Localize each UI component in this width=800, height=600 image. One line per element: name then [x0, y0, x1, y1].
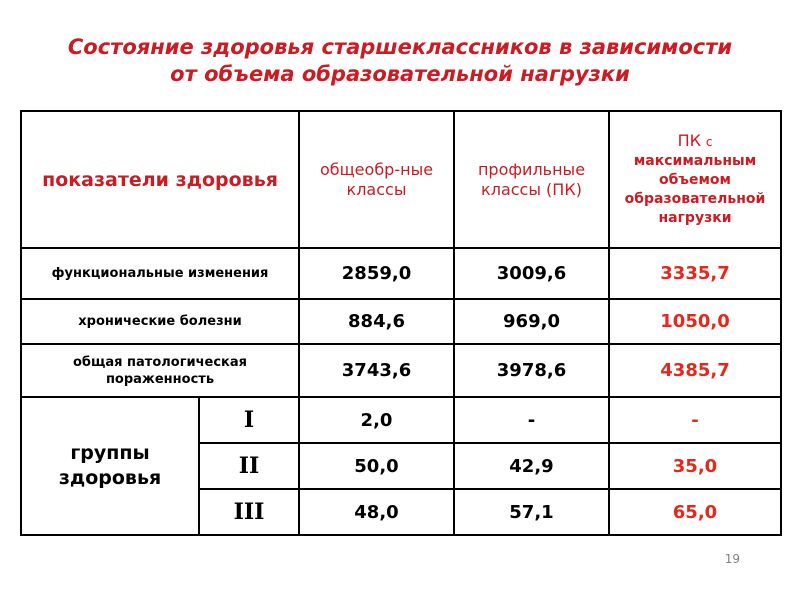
health-group-number: I	[199, 397, 299, 443]
slide-title-line-2: от объема образовательной нагрузки	[170, 62, 630, 86]
row-label-chronic-diseases: хронические болезни	[21, 299, 299, 344]
header-pk-max-load	[609, 111, 781, 248]
header-pk-label: ПК	[677, 131, 701, 150]
cell-general: 50,0	[299, 443, 454, 489]
row-label-health-groups: группы здоровья	[21, 397, 199, 535]
cell-pk-max: 1050,0	[609, 299, 781, 344]
table-row	[21, 248, 781, 299]
cell-profile: 42,9	[454, 443, 609, 489]
slide-title-line-1: Состояние здоровья старшеклассников в зависимости	[67, 35, 733, 59]
header-pk-preposition: с	[705, 135, 713, 149]
cell-profile: 969,0	[454, 299, 609, 344]
slide-title	[0, 34, 800, 88]
health-data-table	[20, 110, 782, 536]
cell-profile: -	[454, 397, 609, 443]
cell-general: 3743,6	[299, 344, 454, 397]
cell-profile: 3009,6	[454, 248, 609, 299]
cell-general: 2,0	[299, 397, 454, 443]
table-header-row	[21, 111, 781, 248]
header-profile-classes: профильные классы (ПК)	[454, 111, 609, 248]
cell-pk-max: 35,0	[609, 443, 781, 489]
table-row	[21, 397, 781, 443]
page-number: 19	[724, 552, 740, 566]
health-group-number: II	[199, 443, 299, 489]
row-label-functional-changes: функциональные изменения	[21, 248, 299, 299]
cell-pk-max: 3335,7	[609, 248, 781, 299]
row-label-pathological-prevalence: общая патологическая пораженность	[21, 344, 299, 397]
cell-general: 48,0	[299, 489, 454, 535]
cell-pk-max: 4385,7	[609, 344, 781, 397]
header-pk-description: максимальным объемом образовательной нагрузки	[624, 153, 766, 226]
cell-pk-max: -	[609, 397, 781, 443]
table-row	[21, 344, 781, 397]
header-indicators: показатели здоровья	[21, 111, 299, 248]
cell-pk-max: 65,0	[609, 489, 781, 535]
cell-general: 884,6	[299, 299, 454, 344]
cell-general: 2859,0	[299, 248, 454, 299]
cell-profile: 57,1	[454, 489, 609, 535]
health-group-number: III	[199, 489, 299, 535]
table-row	[21, 299, 781, 344]
cell-profile: 3978,6	[454, 344, 609, 397]
header-general-classes: общеобр-ные классы	[299, 111, 454, 248]
